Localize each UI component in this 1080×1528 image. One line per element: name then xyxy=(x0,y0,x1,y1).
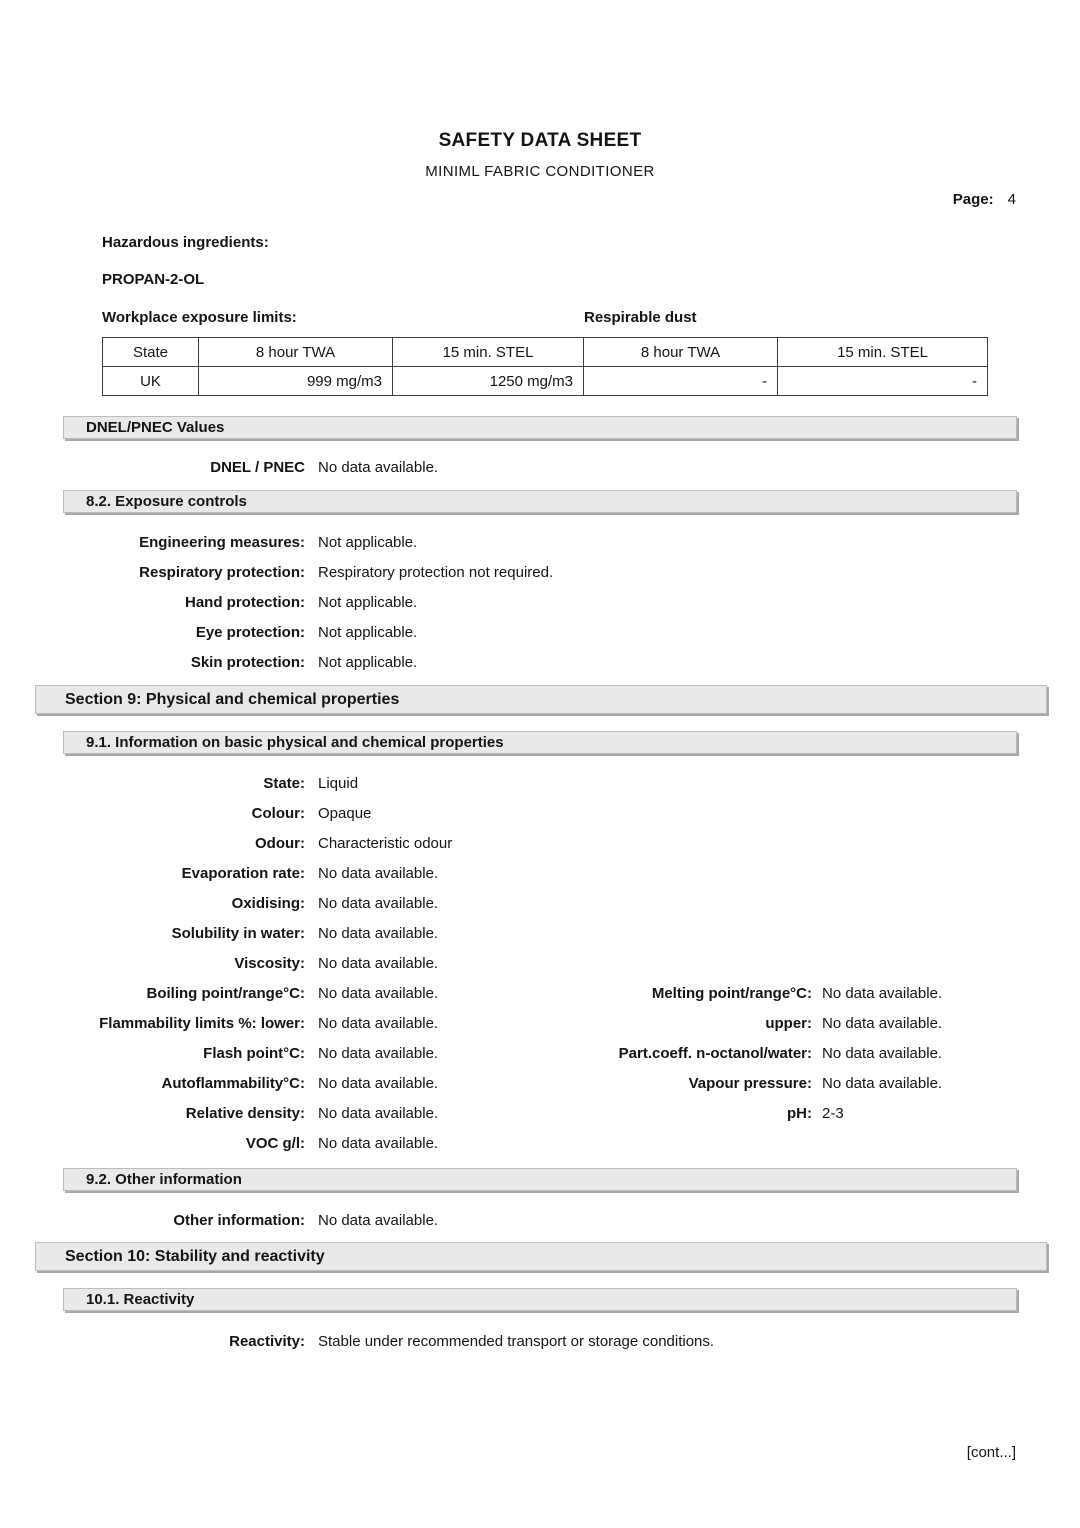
field-label: Engineering measures: xyxy=(139,533,305,551)
field-row xyxy=(0,828,1080,858)
field-value: No data available. xyxy=(822,984,943,1002)
field-label: Eye protection: xyxy=(195,623,305,641)
product-name: MINIML FABRIC CONDITIONER xyxy=(425,163,655,180)
field-value: No data available. xyxy=(318,984,439,1002)
field-value: Respiratory protection not required. xyxy=(318,563,554,581)
field-value: No data available. xyxy=(318,864,439,882)
field-value: No data available. xyxy=(318,894,439,912)
field-label: Hand protection: xyxy=(185,593,305,611)
field-label: Flash point°C: xyxy=(203,1044,305,1062)
workplace-exposure-row xyxy=(102,309,1002,326)
field-label: Reactivity: xyxy=(229,1332,305,1350)
page-number xyxy=(953,191,1016,208)
field-label: Odour: xyxy=(255,834,305,852)
field-label: upper: xyxy=(765,1014,812,1032)
field-row xyxy=(0,948,1080,978)
field-label: Melting point/range°C: xyxy=(651,984,812,1002)
field-label: Other information: xyxy=(173,1211,305,1229)
field-value: No data available. xyxy=(318,1211,439,1229)
field-value: No data available. xyxy=(318,924,439,942)
exposure-controls-rows xyxy=(0,527,1080,677)
section-header-9-2: 9.2. Other information xyxy=(63,1168,1017,1191)
dnel-rows xyxy=(0,452,1080,482)
field-value: No data available. xyxy=(822,1074,943,1092)
col-header-dust-8hr-twa: 8 hour TWA xyxy=(584,338,778,367)
col-header-15min-stel: 15 min. STEL xyxy=(393,338,584,367)
field-value: No data available. xyxy=(318,1104,439,1122)
cell-dust-15min-stel: - xyxy=(778,367,988,396)
physical-properties-rows xyxy=(0,768,1080,1158)
field-row xyxy=(0,647,1080,677)
page-number-value: 4 xyxy=(1007,191,1016,208)
field-label: Part.coeff. n-octanol/water: xyxy=(618,1044,812,1062)
field-label: Boiling point/range°C: xyxy=(146,984,305,1002)
field-value: Not applicable. xyxy=(318,653,418,671)
field-row xyxy=(0,918,1080,948)
field-label: Oxidising: xyxy=(231,894,305,912)
respirable-dust-label: Respirable dust xyxy=(584,309,697,326)
field-value: No data available. xyxy=(822,1014,943,1032)
field-row xyxy=(0,587,1080,617)
workplace-exposure-label: Workplace exposure limits: xyxy=(102,309,297,326)
field-value: No data available. xyxy=(822,1044,943,1062)
page-number-label: Page: xyxy=(952,191,994,208)
field-row xyxy=(0,888,1080,918)
col-header-8hr-twa: 8 hour TWA xyxy=(199,338,393,367)
field-row xyxy=(0,768,1080,798)
field-value: No data available. xyxy=(318,1044,439,1062)
cell-dust-8hr-twa: - xyxy=(584,367,778,396)
field-label: Autoflammability°C: xyxy=(161,1074,305,1092)
field-row xyxy=(0,798,1080,828)
field-row xyxy=(0,1326,1080,1356)
field-row-double xyxy=(0,1038,1080,1068)
section-header-dnel-pnec: DNEL/PNEC Values xyxy=(63,416,1017,439)
cell-state: UK xyxy=(103,367,199,396)
field-label: pH: xyxy=(787,1104,812,1122)
field-value: Not applicable. xyxy=(318,593,418,611)
section-header-8-2: 8.2. Exposure controls xyxy=(63,490,1017,513)
field-label: Colour: xyxy=(251,804,305,822)
field-row xyxy=(0,1128,1080,1158)
field-value: Opaque xyxy=(318,804,372,822)
field-row-double xyxy=(0,1008,1080,1038)
workplace-exposure-table xyxy=(102,337,988,396)
field-label: Viscosity: xyxy=(234,954,305,972)
field-value: 2-3 xyxy=(822,1104,844,1122)
ingredient-name: PROPAN-2-OL xyxy=(102,271,205,288)
other-information-rows xyxy=(0,1205,1080,1235)
table-row xyxy=(103,367,988,396)
field-row xyxy=(0,557,1080,587)
field-value: No data available. xyxy=(318,1014,439,1032)
field-value: No data available. xyxy=(318,1074,439,1092)
field-row-double xyxy=(0,978,1080,1008)
reactivity-rows xyxy=(0,1326,1080,1356)
field-row-double xyxy=(0,1098,1080,1128)
field-value: No data available. xyxy=(318,1134,439,1152)
field-row xyxy=(0,858,1080,888)
field-row xyxy=(0,1205,1080,1235)
field-row xyxy=(0,527,1080,557)
section-header-10-1: 10.1. Reactivity xyxy=(63,1288,1017,1311)
section-header-9-1: 9.1. Information on basic physical and chemical properties xyxy=(63,731,1017,754)
field-row xyxy=(0,617,1080,647)
section-header-10: Section 10: Stability and reactivity xyxy=(35,1242,1047,1271)
section-header-9: Section 9: Physical and chemical properties xyxy=(35,685,1047,714)
field-label: Relative density: xyxy=(185,1104,305,1122)
field-row xyxy=(0,452,1080,482)
field-value: Liquid xyxy=(318,774,359,792)
field-row-double xyxy=(0,1068,1080,1098)
field-value: Not applicable. xyxy=(318,533,418,551)
field-value: Characteristic odour xyxy=(318,834,453,852)
field-label: Respiratory protection: xyxy=(139,563,305,581)
field-value: Stable under recommended transport or storage conditions. xyxy=(318,1332,715,1350)
col-header-state: State xyxy=(103,338,199,367)
field-label: Solubility in water: xyxy=(171,924,305,942)
hazardous-ingredients-heading: Hazardous ingredients: xyxy=(102,234,269,251)
field-label: VOC g/l: xyxy=(245,1134,305,1152)
cell-8hr-twa: 999 mg/m3 xyxy=(199,367,393,396)
table-header-row xyxy=(103,338,988,367)
field-label: State: xyxy=(263,774,305,792)
field-label: DNEL / PNEC xyxy=(210,458,305,476)
cell-15min-stel: 1250 mg/m3 xyxy=(393,367,584,396)
field-value: No data available. xyxy=(318,954,439,972)
field-label: Skin protection: xyxy=(190,653,305,671)
field-label: Flammability limits %: lower: xyxy=(99,1014,305,1032)
continuation-marker: [cont...] xyxy=(966,1444,1016,1461)
field-value: No data available. xyxy=(318,458,439,476)
field-label: Evaporation rate: xyxy=(181,864,305,882)
field-label: Vapour pressure: xyxy=(688,1074,812,1092)
page-title: SAFETY DATA SHEET xyxy=(438,130,642,151)
field-value: Not applicable. xyxy=(318,623,418,641)
col-header-dust-15min-stel: 15 min. STEL xyxy=(778,338,988,367)
